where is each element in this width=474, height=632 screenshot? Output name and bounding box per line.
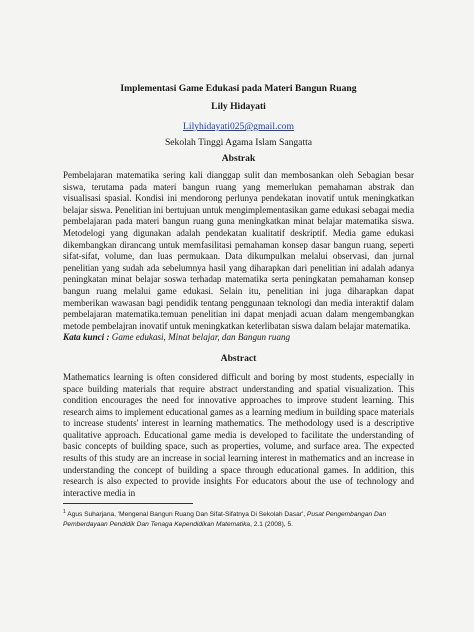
abstract-body-en: Mathematics learning is often considered difficult and boring by most students, especially in space building materials that require abstract understanding and spatial visualization. This condition encourages the need for innovative approaches to improve student learning. This research aims to implement educational games as a learning medium in building space materials to increase students' interest in learning mathematics. The methodology used is a descriptive qualitative approach. Educational game media is developed to facilitate the understanding of basic concepts of building space, such as properties, volume, and surface area. The expected results of this study are an increase in social learning interest in mathematics and an increase in understanding the concept of building a space through educational games. In addition, this research is also expected to provide insights For educators about the use of technology and interactive media in [63, 371, 414, 498]
footnote-divider [63, 503, 193, 504]
author-email-link[interactable]: Lilyhidayati025@gmail.com [183, 121, 294, 132]
footnote-text: Agus Suharjana, 'Mengenal Bangun Ruang Dan Sifat-Sifatnya Di Sekolah Dasar', [65, 511, 307, 519]
keywords-text: Game edukasi, Minat belajar, dan Bangun ruang [111, 332, 291, 343]
author-name: Lily Hidayati [211, 101, 266, 112]
keywords-line [63, 332, 414, 344]
footnote [63, 508, 414, 529]
abstract-en-heading: Abstract [220, 352, 257, 364]
keywords-label: Kata kunci : [63, 332, 110, 343]
footnote-journal: Pusat Pengembangan Dan Pemberdayaan Pendidik Dan Tenaga Kependidikan Matematika [63, 511, 387, 529]
footnote-marker: 1 [63, 509, 66, 516]
footnote-end: , 2.1 (2008), 5. [250, 521, 293, 529]
paper-title: Implementasi Game Edukasi pada Materi Bangun Ruang [120, 83, 357, 94]
author-affiliation: Sekolah Tinggi Agama Islam Sangatta [164, 137, 313, 148]
abstract-body-id: Pembelajaran matematika sering kali dianggap sulit dan membosankan oleh Sebagian besar siswa, terutama pada materi bangun ruang yang memerlukan pemahaman abstrak dan visualisasi spasial. Kondisi ini mendorong perlunya pendekatan inovatif untuk meningkatkan belajar siswa. Penelitian ini bertujuan untuk mengimplementasikan game edukasi sebagai media pembelajaran pada materi bangun ruang guna meningkatkan minat belajar matematika siswa. Metodelogi yang digunakan adalah pendekatan kualitatif deskriptif. Media game edukasi dikembangkan dirancang untuk memfasilitasi pemahaman konsep dasar bangun ruang, seperti sifat-sifat, volume, dan luas permukaan. Data dikumpulkan melalui observasi, dan jurnal penelitian yang sudah ada sebelumnya hasil yang diharapkan dari penelitian ini adalah adanya peningkatan minat belajar soswa terhadap matematika serta peningkatan pemahaman konsep bangun ruang melalui game edukasi. Selain itu, penelitian ini juga diharapkan dapat memberikan wawasan bagi pendidik tentang penggunaan teknologi dan media interaktif dalam pembelajaran matematika.temuan penelitian ini dapat menjadi acuan dalam mengembangkan metode pembelajran inovatif untuk meningkatkan keterlibatan siswa dalam belajar matematika. [63, 170, 414, 331]
abstract-heading: Abstrak [221, 153, 256, 164]
